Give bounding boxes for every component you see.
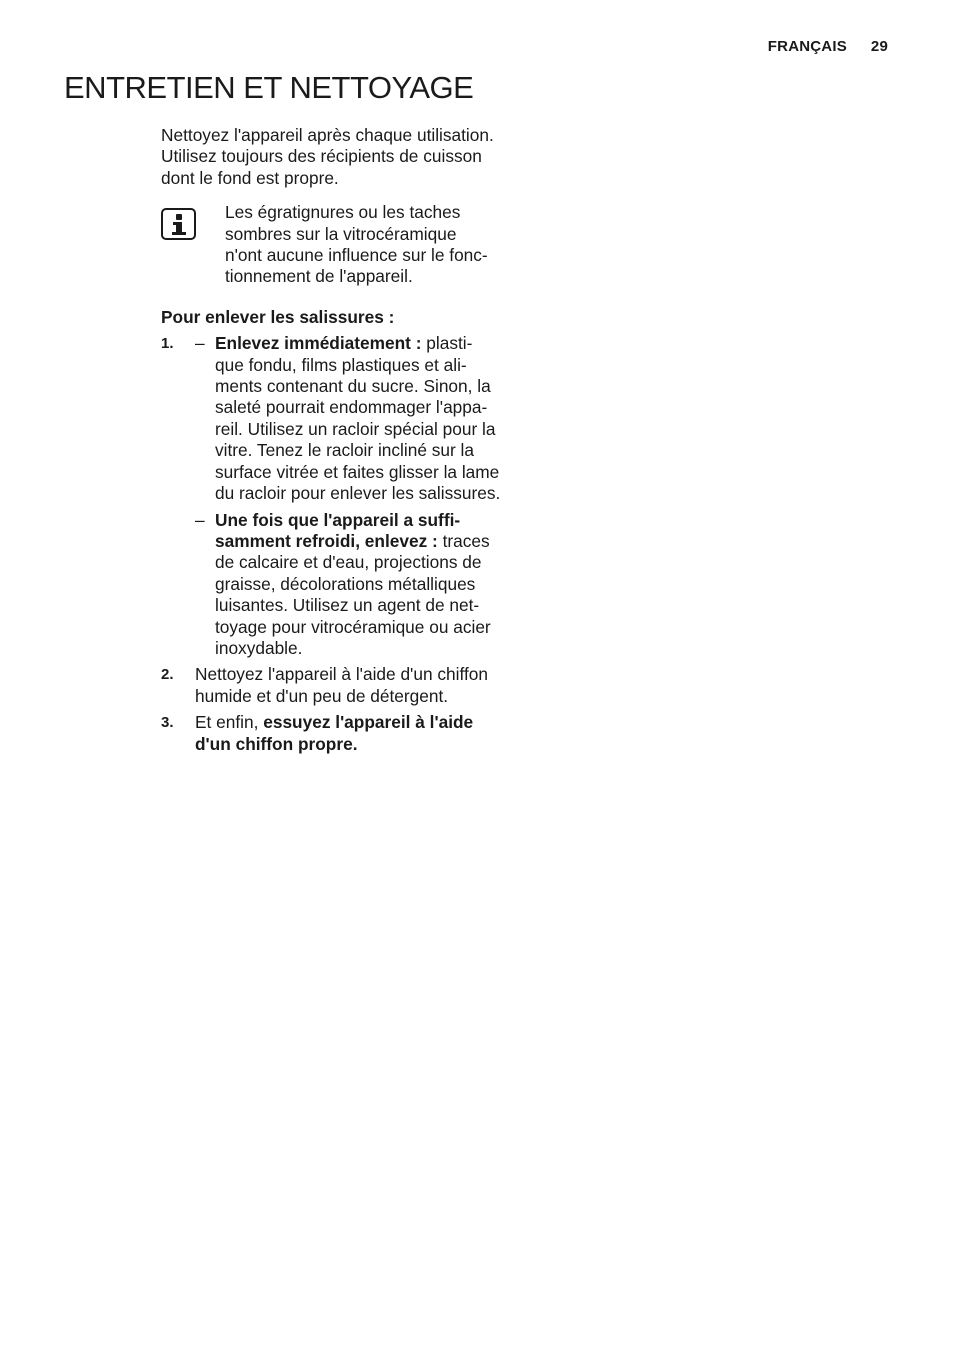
sub-item-immediate [195,333,521,504]
sub-item-line: surface vitrée et faites glisser la lame [215,461,500,482]
step-line: Nettoyez l'appareil à l'aide d'un chiffon [195,664,488,685]
page-title: ENTRETIEN ET NETTOYAGE [64,70,474,105]
info-icon [161,208,196,240]
page-number: 29 [870,38,888,55]
sub-item-bold: Une fois que l'appareil a suffi- [215,509,461,530]
info-line: Les égratignures ou les taches [225,202,461,223]
intro-line: dont le fond est propre. [161,167,339,188]
step-item-3 [161,712,521,755]
step-number: 2. [161,666,174,684]
sub-item-bold: Enlevez immédiatement : [215,333,422,354]
step-item-2 [161,664,521,707]
sub-item-line: toyage pour vitrocéramique ou acier [215,616,491,637]
sub-item-line: de calcaire et d'eau, projections de [215,552,482,573]
step-line: humide et d'un peu de détergent. [195,685,449,706]
sub-item-line: luisantes. Utilisez un agent de net- [215,595,480,616]
sub-item-bold: samment refroidi, enlevez : [215,530,438,551]
info-line: tionnement de l'appareil. [225,266,413,287]
step-number: 1. [161,335,174,353]
step-number: 3. [161,714,174,732]
dash-bullet: – [195,333,205,354]
info-note [161,202,521,288]
intro-paragraph [161,125,521,189]
sub-item-text: plasti- [421,333,473,354]
step-bold: d'un chiffon propre. [195,733,358,754]
step-item-1 [161,333,521,659]
sub-item-line: inoxydable. [215,637,303,658]
sub-item-line: du racloir pour enlever les salissures. [215,483,501,504]
sub-item-text: traces [437,530,490,551]
main-content [161,125,521,760]
step-bold: essuyez l'appareil à l'aide [263,712,474,733]
sub-item-line: graisse, décolorations métalliques [215,573,476,594]
page-header [768,38,888,55]
steps-list [161,333,521,755]
info-line: sombres sur la vitrocéramique [225,223,457,244]
info-note-text [225,202,521,288]
sub-item-line: ments contenant du sucre. Sinon, la [215,376,491,397]
step-text: Et enfin, [195,712,264,733]
intro-line: Utilisez toujours des récipients de cuisson [161,146,482,167]
sub-item-line: que fondu, films plastiques et ali- [215,354,467,375]
info-line: n'ont aucune influence sur le fonc- [225,245,488,266]
sub-item-line: reil. Utilisez un racloir spécial pour la [215,418,496,439]
section-subheading: Pour enlever les salissures : [161,306,395,327]
intro-line: Nettoyez l'appareil après chaque utilisation. [161,125,494,145]
sub-item-line: saleté pourrait endommager l'appa- [215,397,488,418]
sub-item-cooled [195,510,521,660]
header-language: FRANÇAIS [767,38,847,55]
sub-item-line: vitre. Tenez le racloir incliné sur la [215,440,475,461]
dash-bullet: – [195,509,205,530]
